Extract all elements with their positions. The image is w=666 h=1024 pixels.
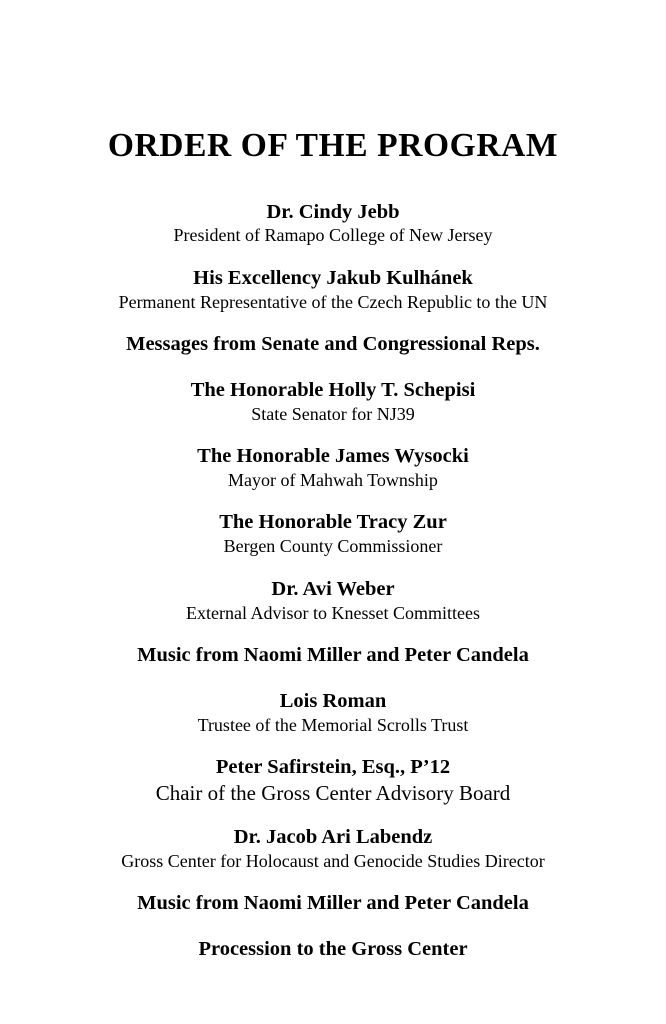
program-entry: [40, 938, 626, 962]
program-entry-role: Chair of the Gross Center Advisory Board: [155, 780, 511, 805]
program-entry-name: Peter Safirstein, Esq., P’12: [215, 756, 451, 778]
program-entry-role: Permanent Representative of the Czech Republic to the UN: [118, 291, 548, 312]
program-entry-name: Music from Naomi Miller and Peter Candela: [137, 892, 529, 915]
program-entry: [40, 892, 626, 916]
program-entry-list: [40, 201, 626, 985]
program-entry: [40, 578, 626, 624]
program-entry-name: Dr. Cindy Jebb: [266, 200, 400, 223]
program-entry-name: The Honorable James Wysocki: [197, 445, 469, 468]
program-entry: [40, 756, 626, 806]
program-entry-role: Gross Center for Holocaust and Genocide Studies Director: [121, 851, 545, 872]
program-entry-name: Procession to the Gross Center: [198, 938, 468, 961]
program-entry-role: Trustee of the Memorial Scrolls Trust: [197, 714, 469, 735]
program-entry-role: State Senator for NJ39: [251, 403, 415, 424]
program-entry: [40, 511, 626, 557]
program-entry: [40, 445, 626, 491]
program-entry: [40, 379, 626, 425]
program-entry: [40, 644, 626, 668]
program-entry-name: Messages from Senate and Congressional Reps.: [126, 332, 540, 355]
program-entry-role: Bergen County Commissioner: [223, 536, 443, 557]
program-entry: [40, 826, 626, 872]
page-title: ORDER OF THE PROGRAM: [107, 127, 559, 164]
program-entry-name: His Excellency Jakub Kulhánek: [193, 266, 473, 289]
program-entry-role: External Advisor to Knesset Committees: [186, 602, 480, 623]
program-entry: [40, 201, 626, 247]
program-entry: [40, 267, 626, 313]
program-entry-name: Music from Naomi Miller and Peter Candela: [137, 643, 529, 666]
program-entry-role: Mayor of Mahwah Township: [228, 470, 438, 491]
program-entry-role: President of Ramapo College of New Jersey: [173, 225, 493, 246]
program-entry: [40, 690, 626, 736]
program-entry: [40, 333, 626, 357]
program-entry-name: Dr. Avi Weber: [271, 577, 395, 600]
program-entry-name: The Honorable Tracy Zur: [219, 511, 447, 534]
program-entry-name: The Honorable Holly T. Schepisi: [190, 378, 476, 401]
program-entry-name: Lois Roman: [279, 689, 387, 712]
program-entry-name: Dr. Jacob Ari Labendz: [233, 826, 433, 849]
